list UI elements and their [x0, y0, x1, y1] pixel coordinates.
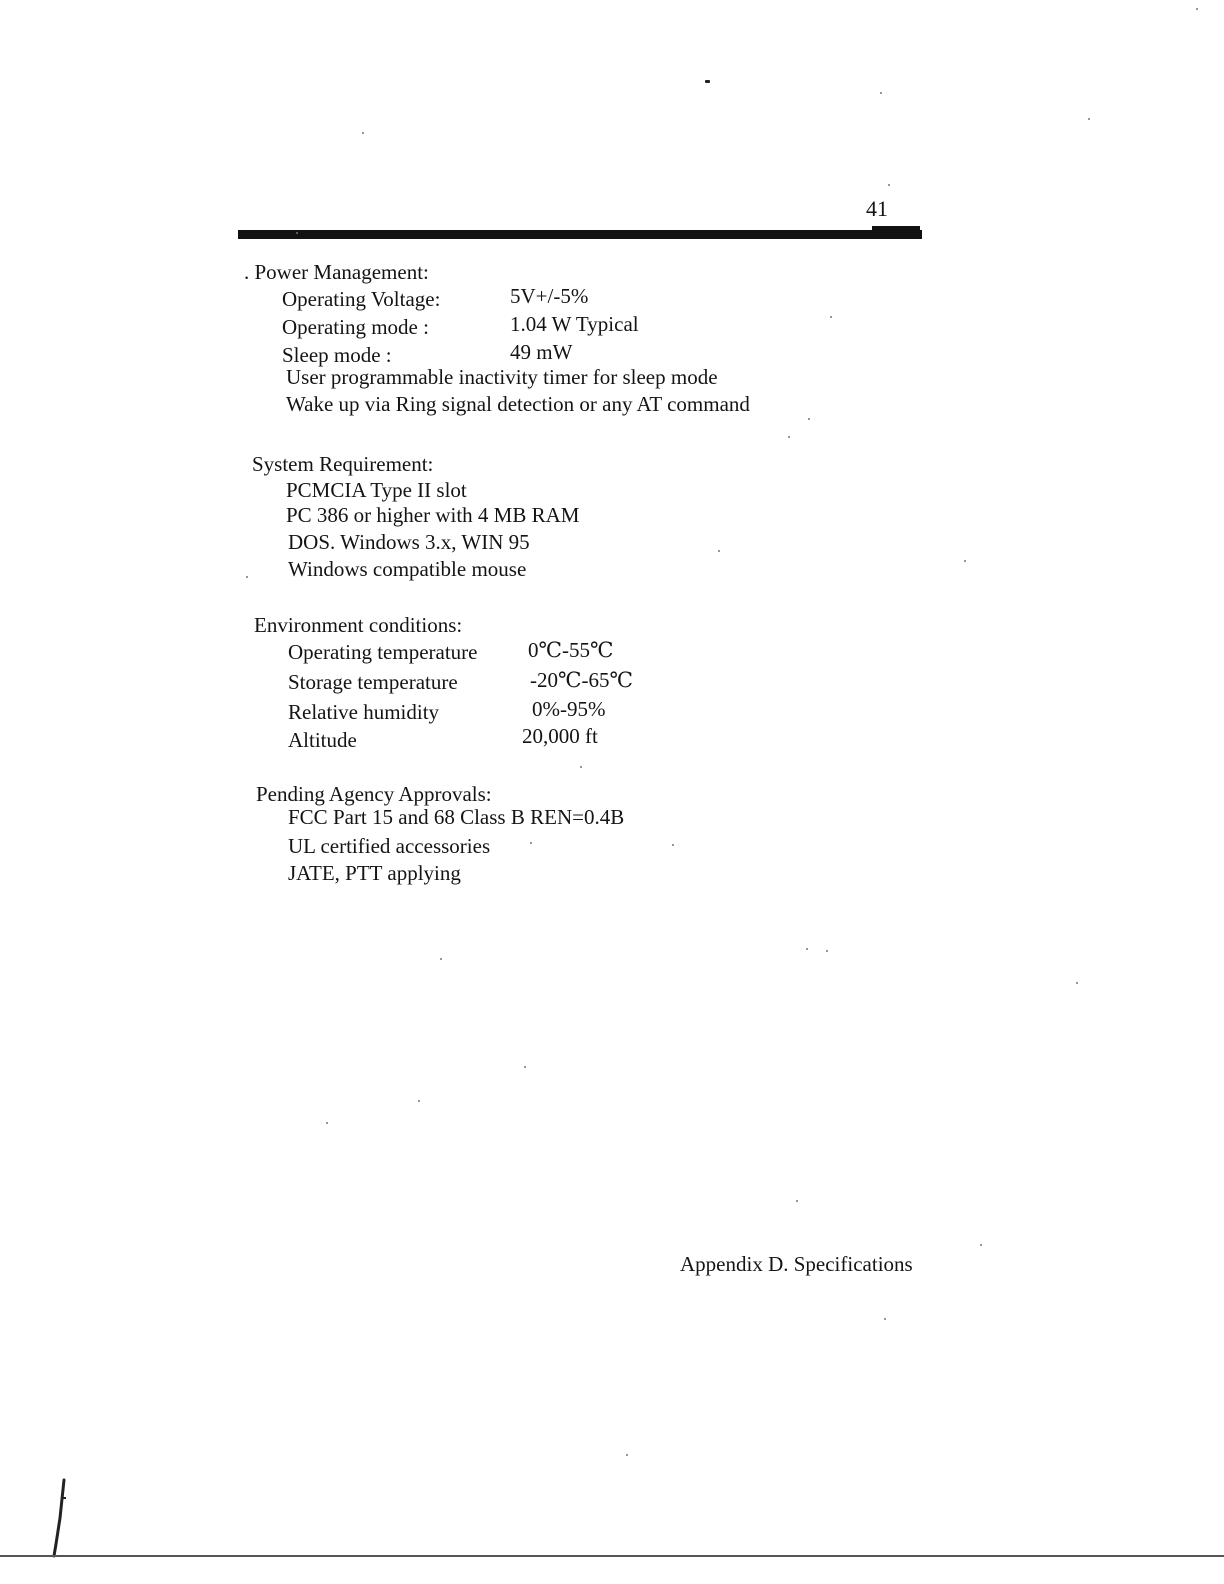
environment-value: 20,000 ft — [522, 724, 598, 748]
scan-speck — [980, 1244, 982, 1246]
system-item: DOS. Windows 3.x, WIN 95 — [288, 530, 530, 554]
system-item: PCMCIA Type II slot — [286, 478, 467, 502]
sleep-mode-value: 49 mW — [510, 340, 573, 364]
scan-speck — [964, 560, 966, 562]
environment-value: 0℃-55℃ — [528, 638, 614, 662]
scan-speck — [705, 80, 710, 83]
scan-speck — [530, 842, 532, 844]
scan-speck — [672, 844, 674, 846]
handwritten-margin-mark — [40, 1478, 80, 1558]
wake-up-line: Wake up via Ring signal detection or any AT command — [286, 392, 750, 416]
system-requirement-heading: System Requirement: — [252, 452, 434, 476]
scan-speck — [326, 1122, 328, 1124]
scan-speck — [888, 184, 890, 186]
environment-value: -20℃-65℃ — [530, 668, 633, 692]
environment-label: Operating temperature — [288, 640, 478, 664]
agency-item: FCC Part 15 and 68 Class B REN=0.4B — [288, 805, 625, 829]
scan-speck — [718, 550, 720, 552]
sleep-mode-label: Sleep mode : — [282, 343, 392, 367]
scan-speck — [884, 1318, 886, 1320]
bottom-scan-edge — [0, 1555, 1224, 1557]
scan-speck — [418, 1100, 420, 1102]
environment-label: Storage temperature — [288, 670, 458, 694]
footer-title: Appendix D. Specifications — [680, 1252, 913, 1276]
system-item: PC 386 or higher with 4 MB RAM — [286, 503, 580, 527]
scan-speck — [796, 1200, 798, 1202]
agency-item: UL certified accessories — [288, 834, 491, 858]
scan-speck — [246, 576, 248, 578]
environment-value: 0%-95% — [532, 697, 606, 721]
scan-speck — [296, 232, 298, 234]
power-management-heading: . Power Management: — [244, 260, 429, 284]
scan-speck — [806, 948, 808, 950]
header-rule — [238, 230, 922, 239]
scan-speck — [830, 316, 832, 318]
operating-mode-label: Operating mode : — [282, 315, 429, 339]
environment-label: Altitude — [288, 728, 357, 752]
page-number: 41 — [866, 196, 888, 221]
scan-speck — [788, 436, 790, 438]
scan-speck — [524, 1066, 526, 1068]
operating-mode-value: 1.04 W Typical — [510, 312, 639, 336]
scan-speck — [626, 1454, 628, 1456]
scan-speck — [808, 418, 810, 420]
agency-item: JATE, PTT applying — [288, 861, 461, 885]
operating-voltage-value: 5V+/-5% — [510, 284, 589, 308]
scan-speck — [826, 950, 828, 952]
scan-speck — [1088, 118, 1090, 120]
agency-approvals-heading: Pending Agency Approvals: — [256, 782, 492, 806]
environment-heading: Environment conditions: — [254, 613, 463, 637]
operating-voltage-label: Operating Voltage: — [282, 287, 441, 311]
scan-speck — [362, 132, 364, 134]
environment-label: Relative humidity — [288, 700, 440, 724]
scan-speck — [880, 92, 882, 94]
scan-speck — [440, 958, 442, 960]
system-item: Windows compatible mouse — [288, 557, 527, 581]
scan-speck — [1076, 982, 1078, 984]
inactivity-timer-line: User programmable inactivity timer for sleep mode — [286, 365, 718, 389]
scan-speck — [580, 766, 582, 768]
scan-speck — [1196, 8, 1198, 10]
